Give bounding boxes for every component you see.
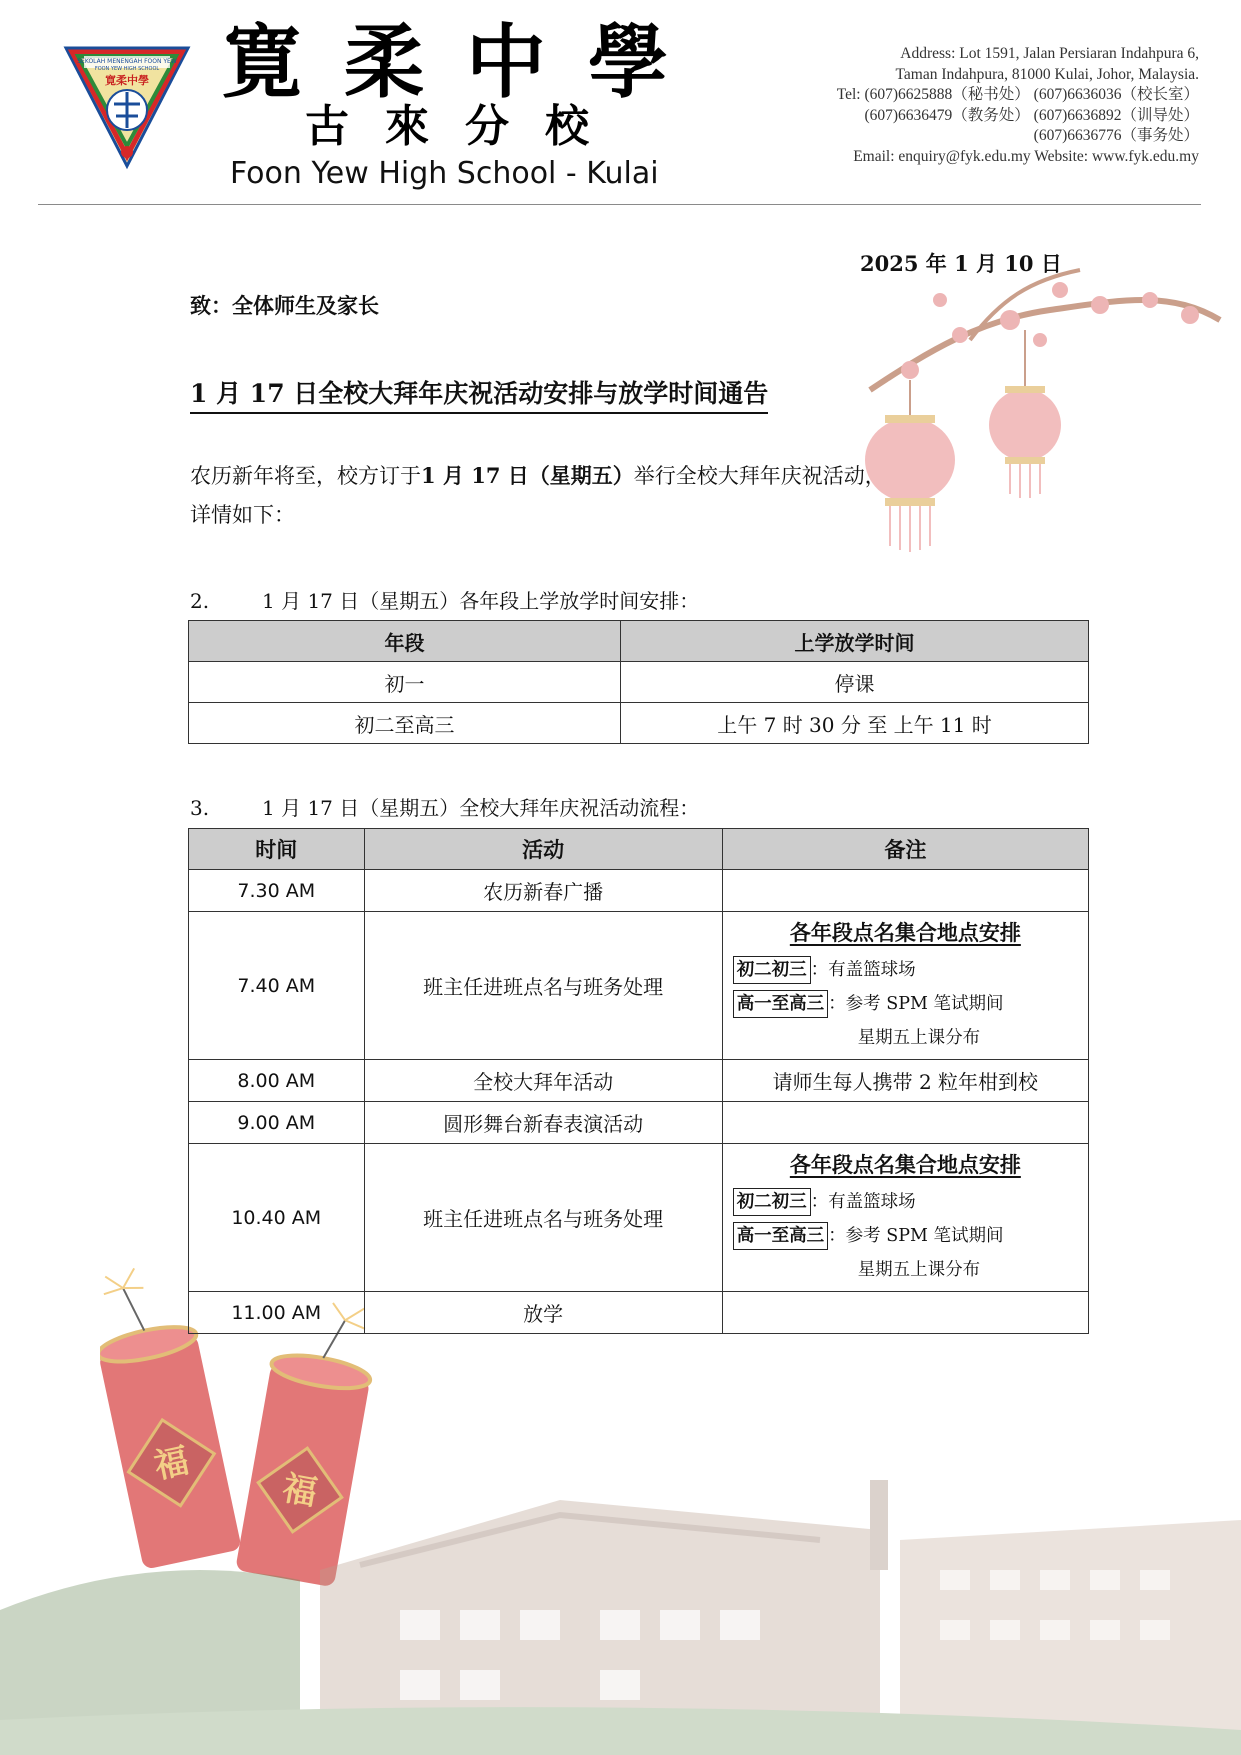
table-header-row (189, 829, 1089, 870)
time-cell: 停课 (621, 662, 1089, 703)
address-line-2: Taman Indahpura, 81000 Kulai, Johor, Malaysia. (895, 65, 1199, 83)
remarks-cell (722, 912, 1088, 1060)
notice-title: 1 月 17 日全校大拜年庆祝活动安排与放学时间通告 (190, 374, 768, 414)
time-cell: 11.00 AM (189, 1292, 365, 1334)
firecracker-char-2: 福 (279, 1468, 321, 1514)
tel-line-2: (607)6636479（教务处） (607)6636892（训导处） (864, 106, 1199, 124)
campus-building-illustration (0, 1460, 1241, 1755)
table-row (189, 703, 1089, 744)
time-cell: 7.40 AM (189, 912, 365, 1060)
activity-cell: 放学 (364, 1292, 722, 1334)
section-2-heading-text: 1 月 17 日（星期五）各年段上学放学时间安排： (262, 589, 700, 613)
table-row (189, 1102, 1089, 1144)
assembly-line-senior-2: 星期五上课分布 (857, 1259, 981, 1280)
time-cell: 10.40 AM (189, 1144, 365, 1292)
tag-junior: 初二初三 (733, 1188, 811, 1216)
tel-line-3: (607)6636776（事务处） (1033, 127, 1199, 144)
logo-text-cn: 寛柔中學 (105, 74, 149, 87)
activity-cell: 班主任进班点名与班务处理 (364, 1144, 722, 1292)
assembly-line-junior (723, 1185, 1088, 1219)
tag-senior-text: ：参考 SPM 笔试期间 (828, 1225, 1004, 1246)
remarks-cell (722, 1102, 1088, 1144)
activity-cell: 班主任进班点名与班务处理 (364, 912, 722, 1060)
logo-text-sub: FOON YEW HIGH SCHOOL (94, 66, 160, 72)
grade-cell: 初一 (189, 662, 621, 703)
table-row (189, 912, 1089, 1060)
email-website-line: Email: enquiry@fyk.edu.my Website: www.fyk.edu.my (853, 147, 1199, 165)
school-name-en: Foon Yew High School - Kulai (230, 156, 659, 191)
time-cell: 8.00 AM (189, 1060, 365, 1102)
table-row (189, 1060, 1089, 1102)
remarks-cell (722, 1292, 1088, 1334)
section-2-heading (190, 585, 699, 614)
tag-senior: 高一至高三 (733, 1222, 829, 1250)
header-divider (38, 204, 1201, 205)
table-row (189, 1144, 1089, 1292)
tel-line-1: Tel: (607)6625888（秘书处） (607)6636036（校长室） (836, 86, 1199, 103)
section-3-number: 3. (190, 796, 210, 820)
branch-name-cn: 古來分校 (305, 101, 625, 152)
letter-date: 2025 年 1 月 10 日 (860, 251, 1062, 276)
tag-senior-text: ：参考 SPM 笔试期间 (828, 993, 1004, 1014)
activity-cell: 圆形舞台新春表演活动 (364, 1102, 722, 1144)
tag-junior-text: ：有盖篮球场 (810, 959, 916, 980)
column-header-activity: 活动 (364, 829, 722, 870)
tag-senior: 高一至高三 (733, 990, 829, 1018)
table-row (189, 1292, 1089, 1334)
section-2-number: 2. (190, 589, 210, 613)
time-cell: 7.30 AM (189, 870, 365, 912)
remarks-cell: 请师生每人携带 2 粒年柑到校 (722, 1060, 1088, 1102)
assembly-location-title: 各年段点名集合地点安排 (789, 919, 1021, 945)
assembly-line-senior (723, 1219, 1088, 1253)
assembly-location-title: 各年段点名集合地点安排 (789, 1151, 1021, 1177)
remarks-cell (722, 870, 1088, 912)
dismissal-time-table (188, 620, 1089, 744)
assembly-line-junior (723, 953, 1088, 987)
column-header-time: 时间 (189, 829, 365, 870)
school-logo (62, 42, 192, 172)
address-line-1: Address: Lot 1591, Jalan Persiaran Indahpura 6, (900, 45, 1199, 62)
activity-cell: 农历新春广播 (364, 870, 722, 912)
tag-junior-text: ：有盖篮球场 (810, 1191, 916, 1212)
school-name-cn: 寛柔中學 (222, 15, 710, 109)
table-row (189, 870, 1089, 912)
greeting: 致：全体师生及家长 (190, 293, 379, 318)
remarks-cell (722, 1144, 1088, 1292)
section-3-heading (190, 792, 699, 821)
firecracker-char-1: 福 (150, 1440, 193, 1487)
intro-part-1: 农历新年将至，校方订于 (190, 464, 421, 488)
activity-cell: 全校大拜年活动 (364, 1060, 722, 1102)
intro-line-2: 详情如下： (190, 503, 295, 527)
tag-junior: 初二初三 (733, 956, 811, 984)
activity-schedule-table (188, 828, 1089, 1334)
contact-block (739, 44, 1199, 167)
assembly-line-senior (723, 987, 1088, 1021)
intro-part-2: 举行全校大拜年庆祝活动， (633, 464, 886, 488)
logo-text-top: SEKOLAH MENENGAH FOON YEW (77, 58, 177, 65)
section-3-heading-text: 1 月 17 日（星期五）全校大拜年庆祝活动流程： (262, 796, 700, 820)
column-header-time: 上学放学时间 (621, 621, 1089, 662)
assembly-line-senior-2: 星期五上课分布 (857, 1027, 981, 1048)
time-cell: 9.00 AM (189, 1102, 365, 1144)
time-cell: 上午 7 时 30 分 至 上午 11 时 (621, 703, 1089, 744)
column-header-remarks: 备注 (722, 829, 1088, 870)
column-header-grade: 年段 (189, 621, 621, 662)
intro-paragraph (190, 456, 1010, 535)
table-row (189, 662, 1089, 703)
grade-cell: 初二至高三 (189, 703, 621, 744)
table-header-row (189, 621, 1089, 662)
intro-date-bold: 1 月 17 日（星期五） (421, 463, 634, 488)
